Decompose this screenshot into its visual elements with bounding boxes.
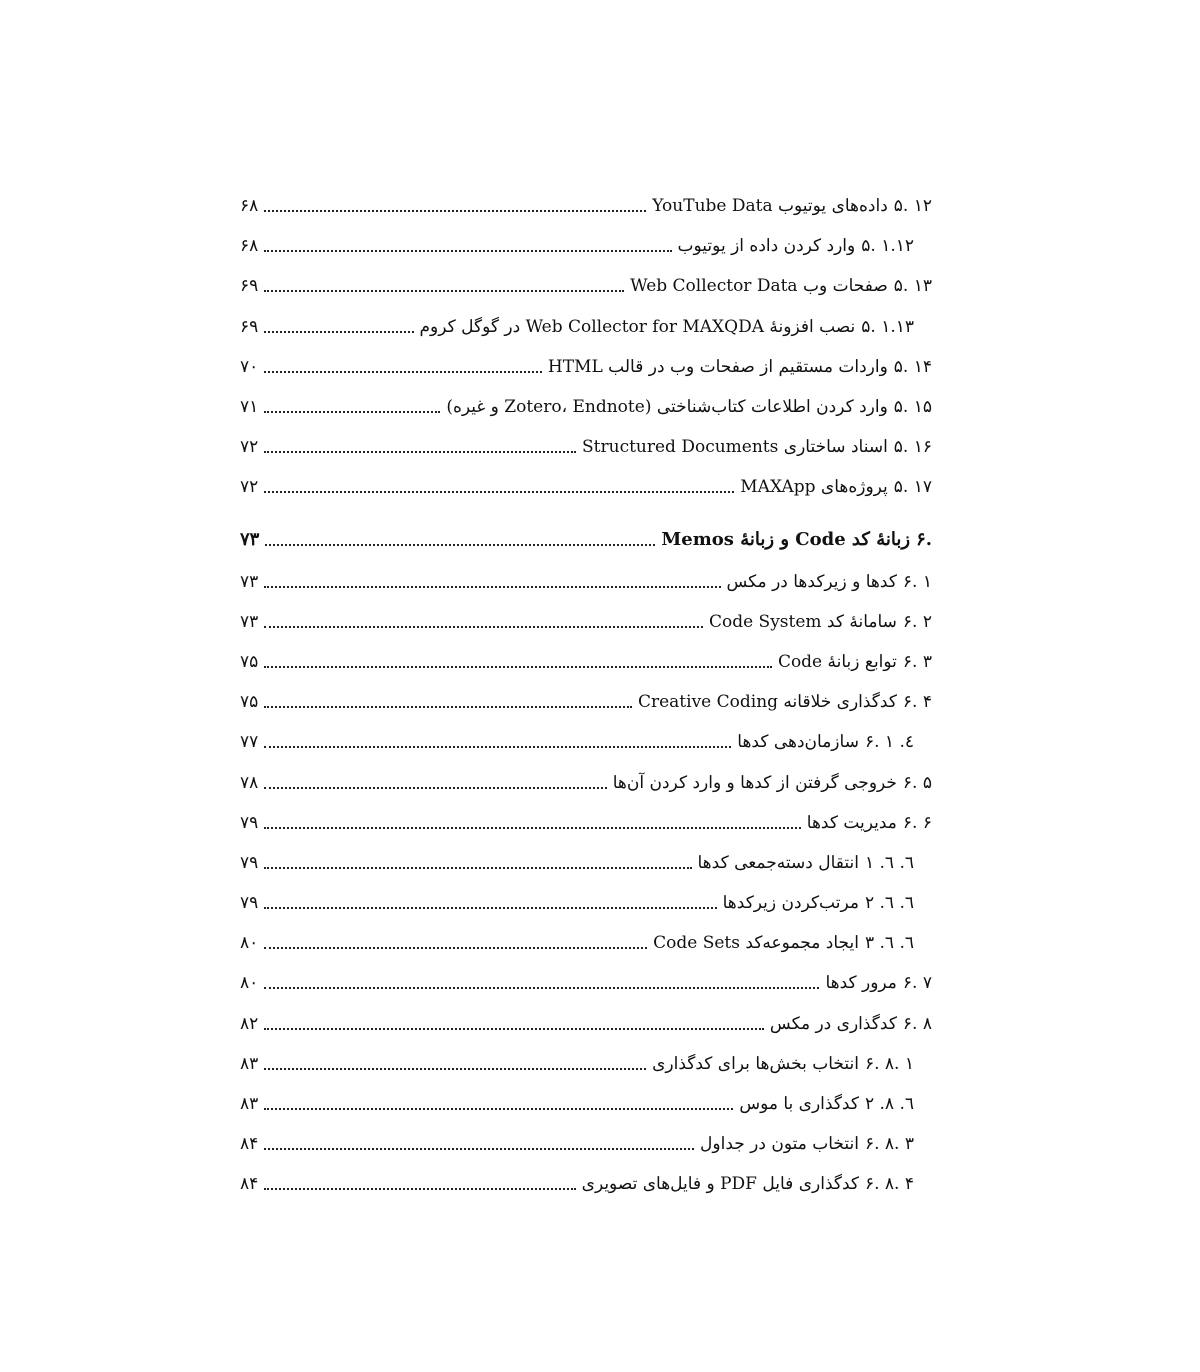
dot-leader <box>264 1188 575 1190</box>
toc-entry-title: اسناد ساختاری Structured Documents <box>582 437 888 458</box>
toc-entry-number: ۵. ۱.۱۳ <box>861 316 914 337</box>
toc-entry <box>240 1004 932 1044</box>
toc-entry-title: کدگذاری فایل PDF و فایل‌های تصویری <box>581 1174 859 1195</box>
toc-entry-title: وارد کردن داده از یوتیوب <box>677 236 856 257</box>
toc-page-number: ۸۲ <box>240 1013 259 1034</box>
toc-page-number: ۷۹ <box>240 893 259 914</box>
toc-entry <box>240 266 932 306</box>
toc-page-number: ۸۳ <box>240 1053 259 1074</box>
toc-entry-number: ۶. ۷ <box>902 973 932 994</box>
toc-entry-number: ۶. ۴ <box>902 692 932 713</box>
toc-entry-number: ۵. ۱۶ <box>893 437 932 458</box>
toc-entry-title: کدگذاری با موس <box>739 1094 859 1115</box>
toc-entry-title: سازمان‌دهی کدها <box>737 732 859 753</box>
toc-entry-number: ۶. ۳ <box>902 651 932 672</box>
toc-entry-title: انتقال دسته‌جمعی کدها <box>697 852 859 873</box>
toc-entry-number: ۶. ۱ <box>902 571 932 592</box>
dot-leader <box>264 371 542 373</box>
toc-page-number: ۷۷ <box>240 732 259 753</box>
dot-leader <box>264 987 819 989</box>
toc-entry <box>240 803 932 843</box>
toc-page-number: ۷۲ <box>240 477 259 498</box>
toc-entry-number: ۶. ۸. ۴ <box>864 1174 914 1195</box>
toc-entry-title: انتخاب متون در جداول <box>700 1134 859 1155</box>
toc-page-number: ۸۴ <box>240 1174 259 1195</box>
dot-leader <box>264 746 731 748</box>
toc-entry-title: انتخاب بخش‌ها برای کدگذاری <box>652 1053 859 1074</box>
toc-page-number: ۶۸ <box>240 236 259 257</box>
toc-entry <box>240 843 932 883</box>
toc-entry-title: صفحات وب Web Collector Data <box>630 276 888 297</box>
dot-leader <box>264 827 801 829</box>
toc-page-number: ۷۳ <box>240 611 259 632</box>
dot-leader <box>264 586 720 588</box>
toc-entry <box>240 226 932 266</box>
toc-entry-number: ٦. ٦. ٣ <box>864 933 914 954</box>
toc-entry-number: ۵. ۱۴ <box>893 356 932 377</box>
toc-entry-title: مدیریت کدها <box>806 812 897 833</box>
dot-leader <box>265 544 655 546</box>
toc-entry-title: کدها و زیرکدها در مکس <box>726 571 897 592</box>
toc-page-number: ۷۳ <box>240 571 259 592</box>
dot-leader <box>264 250 671 252</box>
dot-leader <box>264 1108 733 1110</box>
toc-entry-title: خروجی گرفتن از کدها و وارد کردن آن‌ها <box>612 772 897 793</box>
toc-entry <box>240 1084 932 1124</box>
toc-page-number: ۷۲ <box>240 437 259 458</box>
toc-entry-title: ایجاد مجموعه‌کد Code Sets <box>653 933 859 954</box>
toc-entry <box>240 1164 932 1204</box>
toc-page-number: ۸۳ <box>240 1094 259 1115</box>
toc-page-number: ۷۵ <box>240 651 259 672</box>
toc-entry-number: ۶. ٤. ١ <box>864 732 914 753</box>
toc-entry-title: پروژه‌های MAXApp <box>740 477 888 498</box>
toc-entry-number: ٦. ٦. ٢ <box>864 893 914 914</box>
toc-entry <box>240 467 932 507</box>
toc-entry-title: مرور کدها <box>825 973 897 994</box>
toc-entry-number: ٦. ٨. ٢ <box>864 1094 914 1115</box>
dot-leader <box>264 1068 646 1070</box>
toc-entry <box>240 1044 932 1084</box>
toc-entry-title: نصب افزونهٔ Web Collector for MAXQDA در گوگل کروم <box>419 316 856 337</box>
toc-chapter-entry <box>240 518 932 562</box>
dot-leader <box>264 290 624 292</box>
toc-entry-number: ۶. ۵ <box>902 772 932 793</box>
toc-entry-title: کدگذاری در مکس <box>769 1013 897 1034</box>
toc-entry-number: ۵. ۱۲ <box>893 196 932 217</box>
toc-entry-title: زبانهٔ کد Code و زبانهٔ Memos <box>661 529 911 550</box>
toc-page-number: ۷۳ <box>240 529 260 550</box>
toc-entry <box>240 722 932 762</box>
toc-entry-number: ۶. ۸. ۳ <box>864 1134 914 1155</box>
toc-page-number: ۶۸ <box>240 196 259 217</box>
table-of-contents <box>240 186 932 1205</box>
toc-entry-number: ۶. ۲ <box>902 611 932 632</box>
toc-entry <box>240 307 932 347</box>
toc-page-number: ۶۹ <box>240 316 259 337</box>
toc-entry <box>240 642 932 682</box>
dot-leader <box>264 867 691 869</box>
toc-entry-number: ۶. ۶ <box>902 812 932 833</box>
toc-entry-number: ٦. ٦. ١ <box>864 852 914 873</box>
toc-page-number: ۷۸ <box>240 772 259 793</box>
toc-page-number: ۷۹ <box>240 852 259 873</box>
toc-entry-title: توابع زبانهٔ Code <box>777 651 897 672</box>
toc-entry <box>240 1124 932 1164</box>
toc-entry <box>240 347 932 387</box>
toc-entry <box>240 682 932 722</box>
toc-entry-number: ۶. ۸ <box>902 1013 932 1034</box>
toc-page-number: ۶۹ <box>240 276 259 297</box>
dot-leader <box>264 1148 694 1150</box>
toc-page-number: ۸۰ <box>240 973 259 994</box>
toc-entry-title: سامانهٔ کد Code System <box>708 611 897 632</box>
toc-entry-title: کدگذاری خلاقانه Creative Coding <box>637 692 897 713</box>
dot-leader <box>264 626 703 628</box>
toc-entry-number: ۵. ۱۵ <box>893 397 932 418</box>
toc-entry <box>240 963 932 1003</box>
dot-leader <box>264 411 440 413</box>
toc-page-number: ۷۹ <box>240 812 259 833</box>
toc-entry-number: ۶. ۸. ۱ <box>864 1053 914 1074</box>
toc-entry-title: داده‌های یوتیوب YouTube Data <box>652 196 888 217</box>
dot-leader <box>264 666 772 668</box>
toc-entry-number: ۵. ۱۷ <box>893 477 932 498</box>
toc-entry <box>240 602 932 642</box>
dot-leader <box>264 331 413 333</box>
toc-entry-number: ۵. ۱.۱۲ <box>861 236 914 257</box>
toc-entry <box>240 562 932 602</box>
dot-leader <box>264 947 647 949</box>
toc-entry-title: مرتب‌کردن زیرکدها <box>722 893 859 914</box>
dot-leader <box>264 491 734 493</box>
toc-entry-number: ۶. <box>916 529 932 550</box>
dot-leader <box>264 787 606 789</box>
toc-entry <box>240 427 932 467</box>
toc-entry-title: وارد کردن اطلاعات کتاب‌شناختی (Zotero، Endnote و غیره) <box>446 397 888 418</box>
toc-page-number: ۷۱ <box>240 397 259 418</box>
toc-entry <box>240 923 932 963</box>
dot-leader <box>264 451 576 453</box>
dot-leader <box>264 1028 764 1030</box>
toc-entry <box>240 186 932 226</box>
toc-page-number: ۷۵ <box>240 692 259 713</box>
toc-page-number: ۸۰ <box>240 933 259 954</box>
dot-leader <box>264 706 632 708</box>
toc-page-number: ۷۰ <box>240 356 259 377</box>
toc-entry <box>240 762 932 802</box>
toc-entry-number: ۵. ۱۳ <box>893 276 932 297</box>
toc-page-number: ۸۴ <box>240 1134 259 1155</box>
dot-leader <box>264 210 646 212</box>
toc-entry <box>240 883 932 923</box>
toc-entry <box>240 387 932 427</box>
toc-entry-title: واردات مستقیم از صفحات وب در قالب HTML <box>547 356 888 377</box>
dot-leader <box>264 907 716 909</box>
